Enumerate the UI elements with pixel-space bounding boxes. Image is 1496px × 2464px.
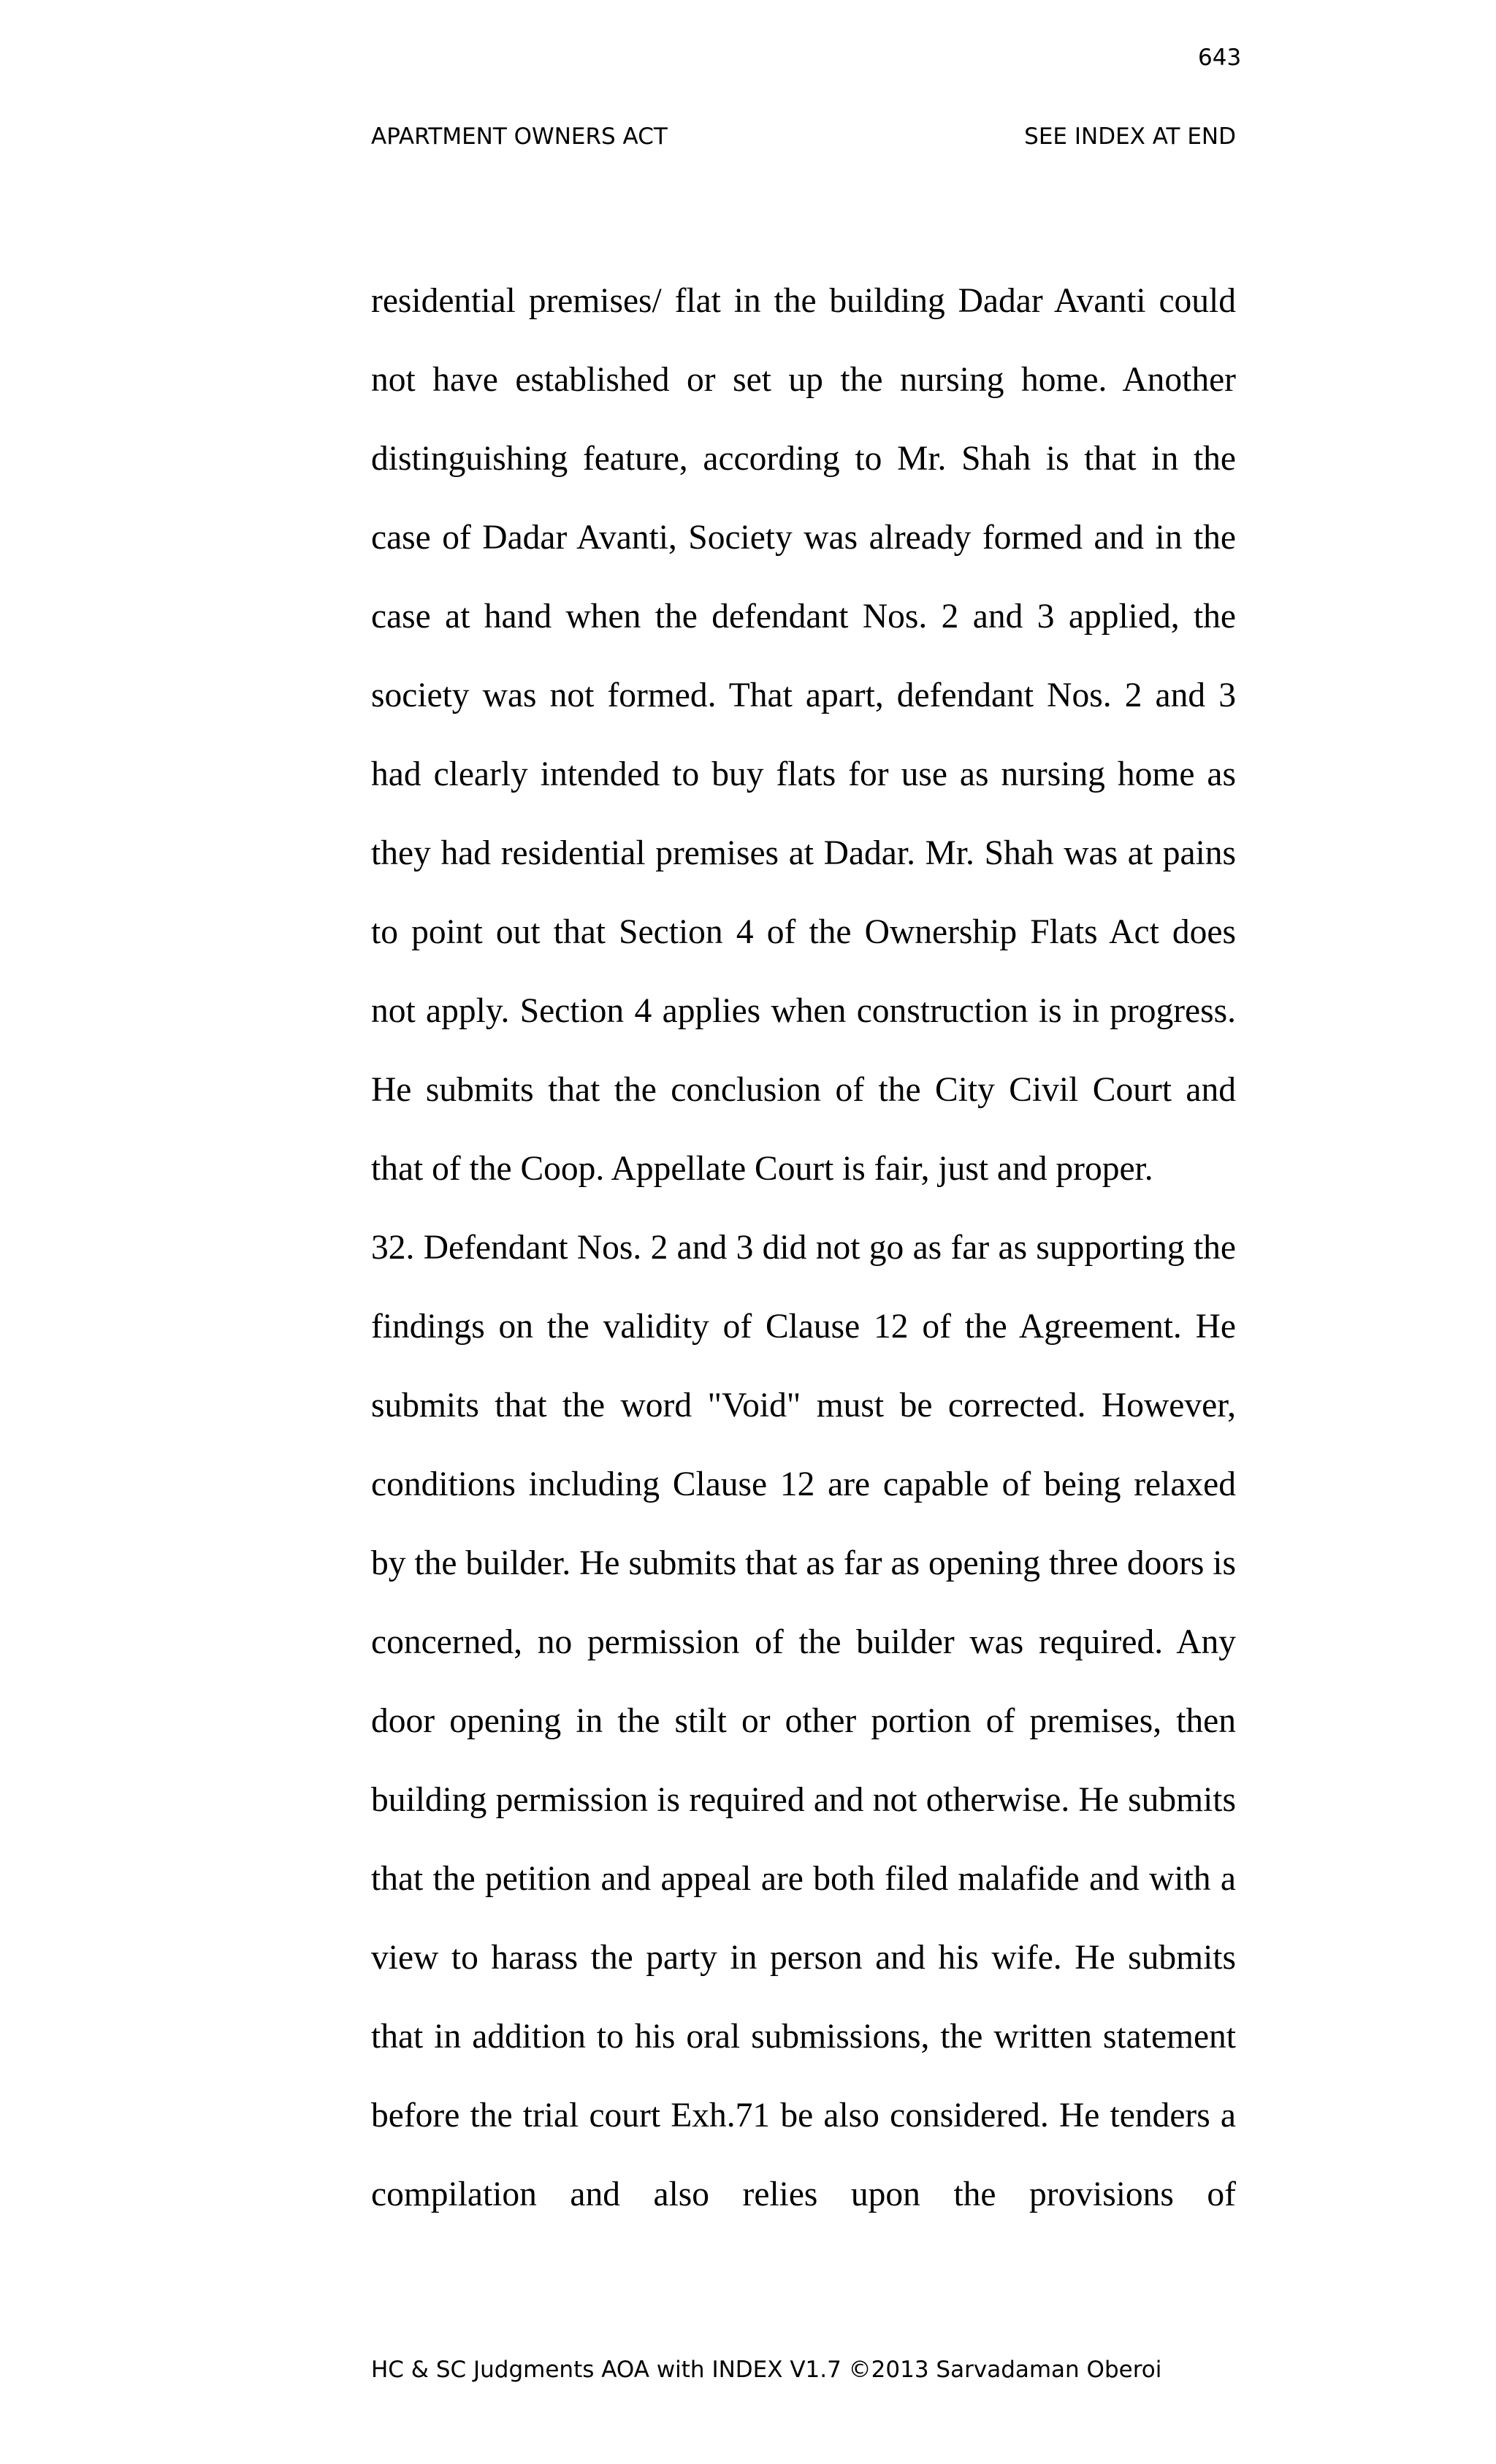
header-title: APARTMENT OWNERS ACT: [371, 123, 668, 150]
paragraph-continued: residential premises/ flat in the building Dadar Avanti could not have established or set up the nursing home. Another distinguishing feature, according to Mr. Shah is that in the case of Dadar Avanti, Society was already formed and in the case at hand when the defendant Nos. 2 and 3 applied, the society was not formed. That apart, defendant Nos. 2 and 3 had clearly intended to buy flats for use as nursing home as they had residential premises at Dadar. Mr. Shah was at pains to point out that Section 4 of the Ownership Flats Act does not apply. Section 4 applies when construction is in progress. He submits that the conclusion of the City Civil Court and that of the Coop. Appellate Court is fair, just and proper.: [371, 282, 1236, 1188]
page-footer: HC & SC Judgments AOA with INDEX V1.7 ©2013 Sarvadaman Oberoi: [371, 2357, 1162, 2383]
header-index-note: SEE INDEX AT END: [1024, 123, 1236, 150]
paragraph-32: 32. Defendant Nos. 2 and 3 did not go as far as supporting the findings on the validity of Clause 12 of the Agreement. He submits that the word "Void" must be corrected. However, conditions including Clause 12 are capable of being relaxed by the builder. He submits that as far as opening three doors is concerned, no permission of the builder was required. Any door opening in the stilt or other portion of premises, then building permission is required and not otherwise. He submits that the petition and appeal are both filed malafide and with a view to harass the party in person and his wife. He submits that in addition to his oral submissions, the written statement before the trial court Exh.71 be also considered. He tenders a compilation and also relies upon the provisions of: [371, 1229, 1236, 2213]
page-number: 643: [1198, 45, 1242, 71]
judgment-text: [371, 262, 1236, 2234]
